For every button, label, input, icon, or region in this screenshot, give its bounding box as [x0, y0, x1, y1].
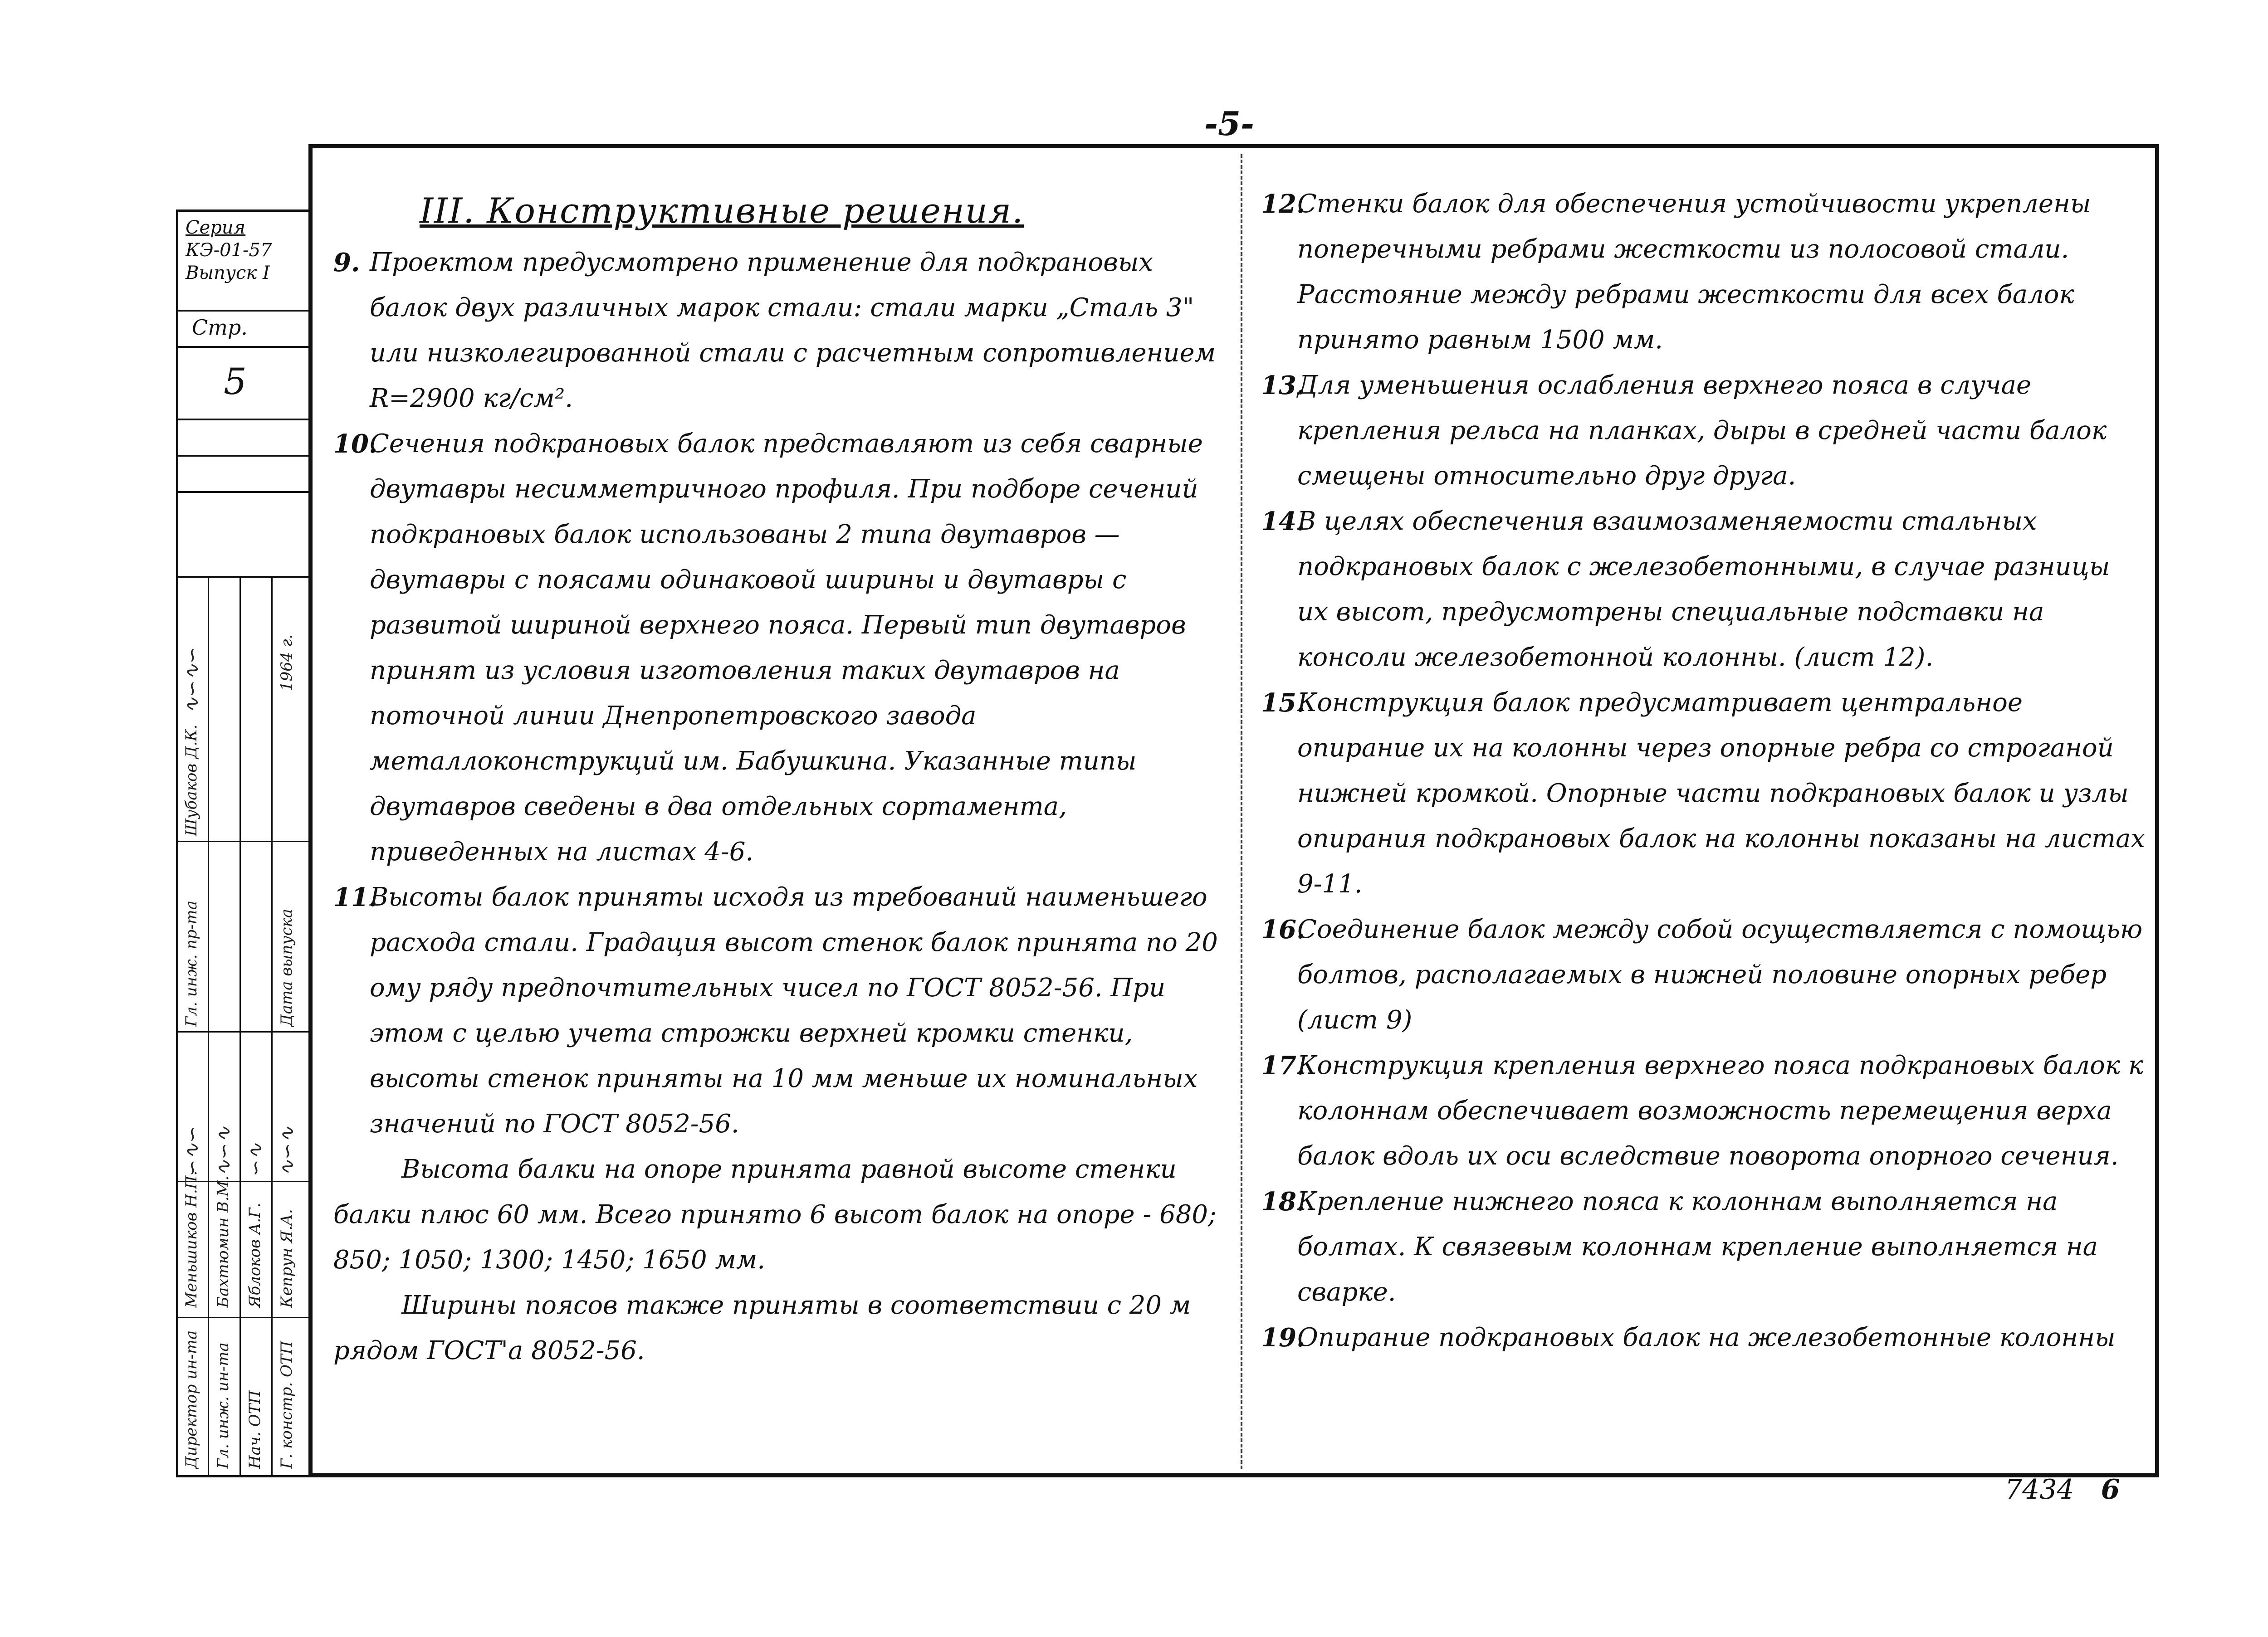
item-text: Высоты балок приняты исходя из требований наименьшего расхода стали. Градация высот стенок балок принята по 20 ому ряду предпочтительных чисел по ГОСТ 8052-56. При этом с целью учета строжки верхней кромки стенки, высоты стенок приняты на 10 мм меньше их номинальных значений по ГОСТ 8052-56. — [370, 882, 1218, 1139]
blank-row — [178, 420, 308, 457]
list-item — [1261, 680, 2146, 907]
series-box — [178, 212, 308, 312]
grid-line — [176, 1031, 308, 1033]
signature: ∿∽∿ — [276, 1126, 299, 1176]
stamp-role: Директор ин-та — [182, 1330, 200, 1469]
series-label: Серия — [186, 217, 246, 238]
list-item — [333, 421, 1222, 875]
stamp-role: Гл. инж. ин-та — [214, 1342, 232, 1469]
stamp-name: Бахтюмин В.М. — [214, 1175, 232, 1308]
column-divider — [1241, 154, 1242, 1469]
grid-line — [176, 841, 308, 842]
item-number: 13. — [1261, 370, 1305, 400]
list-item — [1261, 1315, 2146, 1360]
document-number: 7434 — [2005, 1474, 2074, 1505]
stamp-role: Г. констр. ОТП — [278, 1340, 296, 1469]
list-item — [1261, 1043, 2146, 1179]
item-number: 12. — [1261, 189, 1305, 219]
item-number: 11. — [333, 882, 378, 912]
blank-row — [178, 493, 308, 529]
release-date-label: Дата выпуска — [278, 909, 296, 1027]
chief-engineer-name: Шубаков Д.К. — [182, 724, 200, 836]
stamp-name: Кепрун Я.А. — [278, 1209, 296, 1308]
section-title: III. Конструктивные решения. — [420, 190, 1024, 231]
sheet-value: 5 — [178, 348, 308, 420]
signature: ∽∿∽ — [181, 1126, 204, 1176]
item-text: Стенки балок для обеспечения устойчивости укреплены поперечными ребрами жесткости из полосовой стали. Расстояние между ребрами жесткости для всех балок принято равным 1500 мм. — [1297, 189, 2091, 355]
item-text: Конструкция балок предусматривает центральное опирание их на колонны через опорные ребра со строганой нижней кромкой. Опорные части подкрановых балок и узлы опирания подкрановых балок на колонны показаны на листах 9-11. — [1297, 688, 2146, 899]
grid-line — [176, 1317, 308, 1318]
stamp-name: Яблоков А.Г. — [246, 1203, 264, 1308]
signature: ∿∽∿∽ — [181, 647, 204, 714]
list-item — [1261, 907, 2146, 1043]
paragraph: Ширины поясов также приняты в соответствии с 20 м рядом ГОСТ'а 8052-56. — [333, 1291, 1191, 1365]
document-code — [2005, 1474, 2120, 1505]
grid-line — [208, 578, 209, 1477]
list-item — [333, 240, 1222, 421]
signature: ∿∽∿ — [212, 1126, 235, 1176]
item-text: Для уменьшения ослабления верхнего пояса в случае крепления рельса на планках, дыры в средней части балок смещены относительно друг друга. — [1297, 370, 2107, 491]
item-text: Проектом предусмотрено применение для подкрановых балок двух различных марок стали: стали марки „Сталь 3" или низколегированной стали с расчетным сопротивлением R=2900 кг/см². — [370, 248, 1216, 413]
stamp-name: Меньшиков Н.П. — [182, 1170, 200, 1308]
sheet-label: Стр. — [178, 312, 308, 348]
item-number: 16. — [1261, 915, 1305, 945]
page-number: -5- — [1204, 104, 1254, 143]
grid-line — [240, 578, 241, 1477]
signature: ∽∿ — [244, 1143, 267, 1176]
series-code: КЭ-01-57 — [186, 240, 272, 261]
item-text: Сечения подкрановых балок представляют из себя сварные двутавры несимметричного профиля. При подборе сечений подкрановых балок использованы 2 типа двутавров — двутавры с поясами одинаковой ширины и двутавры с развитой шириной верхнего пояса. Первый тип двутавров принят из условия изготовления таких двутавров на поточной линии Днепропетровского завода металлоконструкций им. Бабушкина. Указанные типы двутавров сведены в два отдельных сортамента, приведенных на листах 4-6. — [370, 429, 1203, 867]
item-text: Конструкция крепления верхнего пояса подкрановых балок к колоннам обеспечивает возможность перемещения верха балок вдоль их оси вследствие поворота опорного сечения. — [1297, 1051, 2144, 1171]
item-text: Крепление нижнего пояса к колоннам выполняется на болтах. К связевым колоннам крепление выполняется на сварке. — [1297, 1187, 2098, 1307]
item-number: 10. — [333, 429, 378, 459]
list-item — [333, 875, 1222, 1147]
blank-row — [178, 457, 308, 493]
list-item — [1261, 181, 2146, 363]
approval-stamp — [176, 576, 308, 1477]
issue-label: Выпуск I — [186, 263, 270, 283]
left-column — [333, 181, 1222, 1374]
item-text: В целях обеспечения взаимозаменяемости стальных подкрановых балок с железобетонными, в случае разницы их высот, предусмотрены специальные подставки на консоли железобетонной колонны. (лист 12). — [1297, 507, 2110, 672]
list-item — [1261, 1179, 2146, 1315]
item-text: Соединение балок между собой осуществляется с помощью болтов, располагаемых в нижней половине опорных ребер (лист 9) — [1297, 915, 2143, 1035]
release-date: 1964 г. — [278, 634, 296, 691]
document-sheet: 6 — [2101, 1474, 2120, 1505]
right-column — [1261, 181, 2146, 1360]
list-item — [1261, 499, 2146, 680]
item-number: 19. — [1261, 1323, 1305, 1353]
item-number: 14. — [1261, 507, 1305, 536]
item-number: 9. — [333, 248, 360, 278]
item-number: 18. — [1261, 1187, 1305, 1217]
grid-line — [271, 578, 273, 1477]
item-text: Опирание подкрановых балок на железобетонные колонны — [1297, 1323, 2116, 1352]
stamp-role: Нач. ОТП — [246, 1390, 264, 1469]
list-item — [1261, 363, 2146, 499]
item-number: 17. — [1261, 1051, 1305, 1081]
paragraph: Высота балки на опоре принята равной высоте стенки балки плюс 60 мм. Всего принято 6 высот балок на опоре - 680; 850; 1050; 1300; 1450; 1650 мм. — [333, 1155, 1217, 1275]
item-number: 15. — [1261, 688, 1305, 718]
chief-engineer-role: Гл. инж. пр-та — [182, 901, 200, 1027]
